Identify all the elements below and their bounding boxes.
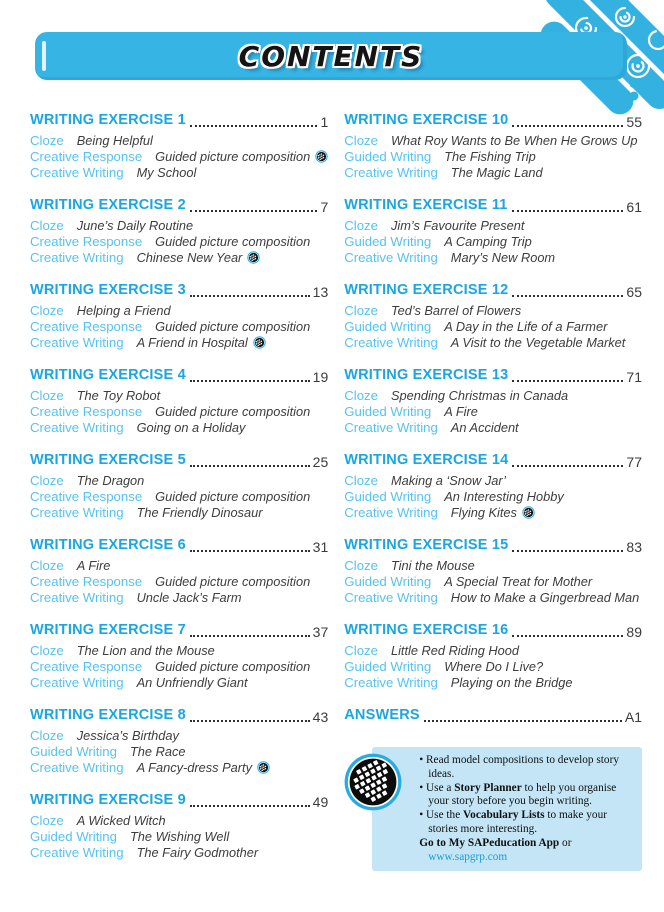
toc-section — [344, 367, 642, 435]
section-title: WRITING EXERCISE 16 — [344, 622, 509, 638]
row-title: A Camping Trip — [444, 233, 532, 249]
toc-row — [30, 334, 328, 350]
toc-section — [30, 537, 328, 605]
row-type-label: Cloze — [30, 217, 64, 233]
row-type-label: Cloze — [30, 557, 64, 573]
row-type-label: Cloze — [30, 387, 64, 403]
toc-section — [344, 282, 642, 350]
note-line — [419, 782, 634, 810]
row-title: The Race — [129, 743, 186, 759]
row-type-label: Cloze — [30, 642, 64, 658]
row-title: The Lion and the Mouse — [76, 642, 215, 658]
row-type-label: Creative Response — [30, 403, 143, 419]
toc-row — [30, 249, 328, 265]
section-heading-row — [344, 707, 642, 725]
sap-film-logo-icon — [344, 753, 402, 811]
row-title: A Wicked Witch — [76, 812, 166, 828]
note-text: to make your stories more interesting. — [428, 809, 607, 835]
row-title: A Visit to the Vegetable Market — [450, 334, 626, 350]
toc-row — [344, 164, 642, 180]
row-title: How to Make a Gingerbread Man — [450, 589, 640, 605]
dot-leader — [190, 550, 310, 552]
row-title: Guided picture composition — [155, 573, 311, 589]
toc-row — [30, 557, 328, 573]
row-type-label: Creative Writing — [30, 249, 124, 265]
section-rows — [344, 132, 642, 180]
row-type-label: Cloze — [344, 387, 378, 403]
row-type-label: Creative Writing — [30, 674, 124, 690]
toc-row — [344, 589, 642, 605]
note-text: or — [559, 836, 572, 849]
section-page-number: 83 — [626, 539, 642, 555]
section-rows — [30, 557, 328, 605]
row-type-label: Creative Writing — [344, 249, 438, 265]
toc-row — [344, 387, 642, 403]
row-type-label: Creative Response — [30, 318, 143, 334]
toc-section — [344, 707, 642, 725]
section-rows — [344, 387, 642, 435]
dot-leader — [190, 635, 310, 637]
section-heading-row — [344, 367, 642, 385]
row-type-label: Cloze — [344, 472, 378, 488]
section-rows — [30, 217, 328, 265]
row-title: Mary’s New Room — [450, 249, 556, 265]
video-icon — [522, 506, 535, 519]
dot-leader — [190, 805, 310, 807]
video-icon — [315, 150, 328, 163]
row-type-label: Cloze — [30, 727, 64, 743]
toc-row — [30, 674, 328, 690]
row-type-label: Guided Writing — [30, 828, 117, 844]
section-page-number: 65 — [626, 284, 642, 300]
section-title: WRITING EXERCISE 4 — [30, 367, 186, 383]
section-title: WRITING EXERCISE 7 — [30, 622, 186, 638]
row-type-label: Cloze — [344, 642, 378, 658]
dot-leader — [190, 210, 318, 212]
row-type-label: Creative Response — [30, 658, 143, 674]
row-type-label: Creative Writing — [30, 844, 124, 860]
toc-row — [344, 148, 642, 164]
row-type-label: Creative Writing — [344, 504, 438, 520]
row-type-label: Cloze — [344, 217, 378, 233]
toc-row — [30, 844, 328, 860]
section-page-number: 55 — [626, 114, 642, 130]
row-type-label: Creative Writing — [344, 419, 438, 435]
section-rows — [30, 727, 328, 775]
row-title: The Fairy Godmother — [136, 844, 259, 860]
row-title: Flying Kites — [450, 504, 517, 520]
row-title: A Fire — [76, 557, 111, 573]
row-type-label: Cloze — [30, 302, 64, 318]
toc-section — [344, 112, 642, 180]
contents-banner — [35, 32, 627, 80]
row-type-label: Cloze — [30, 812, 64, 828]
note-text: My SAPeducation App — [448, 836, 560, 849]
dot-leader — [512, 295, 623, 297]
section-title: WRITING EXERCISE 9 — [30, 792, 186, 808]
toc-row — [30, 488, 328, 504]
note-text: Use a — [426, 781, 455, 794]
row-title: My School — [136, 164, 197, 180]
section-heading-row — [30, 792, 328, 810]
row-title: Spending Christmas in Canada — [390, 387, 569, 403]
toc-section — [30, 197, 328, 265]
row-title: June’s Daily Routine — [76, 217, 194, 233]
row-title: Tini the Mouse — [390, 557, 475, 573]
section-heading-row — [30, 537, 328, 555]
row-title: An Interesting Hobby — [444, 488, 564, 504]
toc-row — [344, 403, 642, 419]
toc-section — [30, 112, 328, 180]
section-rows — [30, 472, 328, 520]
note-box — [372, 747, 642, 871]
toc-section — [30, 282, 328, 350]
row-title: An Unfriendly Giant — [136, 674, 248, 690]
section-rows — [30, 642, 328, 690]
section-title: WRITING EXERCISE 1 — [30, 112, 186, 128]
row-title: Helping a Friend — [76, 302, 171, 318]
toc-column-right — [344, 112, 642, 877]
section-heading-row — [30, 282, 328, 300]
row-type-label: Cloze — [344, 132, 378, 148]
row-title: Playing on the Bridge — [450, 674, 573, 690]
row-title: A Friend in Hospital — [136, 334, 248, 350]
section-heading-row — [30, 622, 328, 640]
toc-row — [344, 573, 642, 589]
toc-section — [30, 622, 328, 690]
dot-leader — [424, 720, 622, 722]
section-title: WRITING EXERCISE 11 — [344, 197, 508, 213]
row-title: Guided picture composition — [155, 488, 311, 504]
toc-row — [30, 573, 328, 589]
section-rows — [30, 132, 328, 180]
footer-note — [344, 747, 642, 871]
section-title: WRITING EXERCISE 14 — [344, 452, 509, 468]
section-title: WRITING EXERCISE 8 — [30, 707, 186, 723]
toc-row — [30, 727, 328, 743]
row-type-label: Guided Writing — [344, 318, 432, 334]
row-title: Guided picture composition — [155, 658, 311, 674]
row-type-label: Creative Writing — [30, 419, 124, 435]
dot-leader — [512, 380, 623, 382]
row-type-label: Creative Writing — [344, 589, 438, 605]
note-text: Go to — [419, 836, 449, 849]
row-type-label: Creative Response — [30, 573, 143, 589]
section-page-number: 61 — [626, 199, 642, 215]
row-type-label: Guided Writing — [344, 233, 432, 249]
toc-section — [344, 452, 642, 520]
row-title: Being Helpful — [76, 132, 153, 148]
dot-leader — [512, 125, 623, 127]
row-type-label: Cloze — [30, 472, 64, 488]
row-title: Making a ‘Snow Jar’ — [390, 472, 506, 488]
row-title: The Dragon — [76, 472, 145, 488]
toc-row — [30, 164, 328, 180]
toc-section — [344, 197, 642, 265]
row-type-label: Cloze — [30, 132, 64, 148]
section-rows — [30, 387, 328, 435]
toc-row — [344, 504, 642, 520]
row-title: What Roy Wants to Be When He Grows Up — [390, 132, 638, 148]
page-title: CONTENTS — [238, 39, 424, 73]
video-icon — [247, 251, 260, 264]
row-type-label: Guided Writing — [344, 573, 432, 589]
toc-row — [30, 387, 328, 403]
row-title: Ted’s Barrel of Flowers — [390, 302, 522, 318]
section-page-number: 19 — [312, 369, 329, 385]
row-type-label: Creative Writing — [30, 589, 124, 605]
row-type-label: Guided Writing — [344, 148, 432, 164]
video-icon — [257, 761, 270, 774]
dot-leader — [190, 465, 310, 467]
toc-row — [30, 132, 328, 148]
row-title: An Accident — [450, 419, 519, 435]
section-title: WRITING EXERCISE 6 — [30, 537, 186, 553]
section-rows — [30, 812, 328, 860]
row-type-label: Guided Writing — [344, 488, 432, 504]
row-title: Little Red Riding Hood — [390, 642, 519, 658]
dot-leader — [512, 635, 623, 637]
toc-section — [344, 622, 642, 690]
section-title: ANSWERS — [344, 707, 420, 723]
section-page-number: 71 — [626, 369, 642, 385]
toc-row — [30, 472, 328, 488]
section-page-number: 31 — [312, 539, 329, 555]
section-heading-row — [344, 197, 642, 215]
toc-row — [30, 403, 328, 419]
toc-column-left — [30, 112, 328, 877]
toc-row — [344, 642, 642, 658]
section-title: WRITING EXERCISE 12 — [344, 282, 509, 298]
row-type-label: Guided Writing — [30, 743, 117, 759]
section-page-number: 49 — [312, 794, 329, 810]
dot-leader — [190, 295, 310, 297]
toc-row — [344, 249, 642, 265]
toc-row — [344, 217, 642, 233]
row-title: Guided picture composition — [155, 148, 311, 164]
toc-row — [344, 419, 642, 435]
section-rows — [344, 642, 642, 690]
row-type-label: Creative Writing — [344, 674, 438, 690]
section-page-number: 77 — [626, 454, 642, 470]
toc-section — [30, 707, 328, 775]
section-page-number: A1 — [624, 709, 642, 725]
website-link[interactable]: www.sapgrp.com — [428, 850, 508, 863]
section-title: WRITING EXERCISE 13 — [344, 367, 509, 383]
row-title: The Fishing Trip — [444, 148, 536, 164]
toc-row — [344, 318, 642, 334]
toc-row — [344, 302, 642, 318]
section-rows — [344, 557, 642, 605]
dot-leader — [512, 550, 623, 552]
toc-row — [30, 642, 328, 658]
row-title: Guided picture composition — [155, 318, 311, 334]
toc-section — [30, 452, 328, 520]
toc-row — [30, 217, 328, 233]
row-type-label: Creative Writing — [30, 334, 124, 350]
note-line — [419, 754, 634, 782]
note-line — [419, 837, 634, 865]
toc-row — [344, 233, 642, 249]
row-title: A Day in the Life of a Farmer — [444, 318, 608, 334]
row-title: Going on a Holiday — [136, 419, 246, 435]
toc-row — [30, 318, 328, 334]
dot-leader — [190, 380, 310, 382]
toc-row — [344, 488, 642, 504]
row-title: Guided picture composition — [155, 403, 311, 419]
note-text: to help you organise your story before you begin writing. — [428, 781, 617, 808]
row-type-label: Creative Response — [30, 233, 143, 249]
toc-row — [344, 334, 642, 350]
row-title: Jim’s Favourite Present — [390, 217, 525, 233]
row-type-label: Guided Writing — [344, 403, 432, 419]
row-type-label: Creative Writing — [344, 334, 438, 350]
toc-row — [344, 658, 642, 674]
section-heading-row — [344, 282, 642, 300]
toc-section — [30, 367, 328, 435]
section-page-number: 37 — [312, 624, 329, 640]
section-heading-row — [344, 537, 642, 555]
row-type-label: Creative Writing — [30, 759, 124, 775]
row-type-label: Cloze — [344, 302, 378, 318]
section-heading-row — [344, 112, 642, 130]
row-title: The Friendly Dinosaur — [136, 504, 263, 520]
toc-row — [30, 759, 328, 775]
section-title: WRITING EXERCISE 3 — [30, 282, 186, 298]
dot-leader — [190, 720, 310, 722]
toc-row — [30, 589, 328, 605]
section-heading-row — [30, 112, 328, 130]
toc-row — [344, 132, 642, 148]
section-title: WRITING EXERCISE 10 — [344, 112, 509, 128]
note-line — [419, 809, 634, 837]
section-heading-row — [344, 452, 642, 470]
section-rows — [344, 302, 642, 350]
section-page-number: 89 — [626, 624, 642, 640]
toc-row — [344, 472, 642, 488]
section-heading-row — [30, 707, 328, 725]
row-type-label: Creative Response — [30, 488, 143, 504]
toc-row — [344, 557, 642, 573]
row-type-label: Creative Writing — [344, 164, 438, 180]
toc-columns — [30, 112, 642, 877]
note-text: Use the — [426, 809, 464, 822]
row-title: Where Do I Live? — [444, 658, 544, 674]
section-heading-row — [30, 452, 328, 470]
toc-row — [30, 658, 328, 674]
toc-section — [30, 792, 328, 860]
row-title: A Fire — [444, 403, 478, 419]
row-title: Uncle Jack’s Farm — [136, 589, 242, 605]
dot-leader — [512, 465, 623, 467]
row-title: Chinese New Year — [136, 249, 243, 265]
row-title: Jessica’s Birthday — [76, 727, 179, 743]
row-type-label: Guided Writing — [344, 658, 432, 674]
toc-row — [30, 302, 328, 318]
section-rows — [344, 472, 642, 520]
section-heading-row — [30, 197, 328, 215]
row-type-label: Cloze — [344, 557, 378, 573]
toc-row — [30, 743, 328, 759]
toc-section — [344, 537, 642, 605]
toc-row — [30, 419, 328, 435]
section-title: WRITING EXERCISE 2 — [30, 197, 186, 213]
row-type-label: Creative Response — [30, 148, 143, 164]
row-title: A Special Treat for Mother — [444, 573, 593, 589]
section-heading-row — [344, 622, 642, 640]
row-title: A Fancy-dress Party — [136, 759, 253, 775]
row-title: The Magic Land — [450, 164, 543, 180]
section-heading-row — [30, 367, 328, 385]
note-text: Story Planner — [454, 781, 522, 794]
section-title: WRITING EXERCISE 15 — [344, 537, 509, 553]
dot-leader — [190, 125, 318, 127]
section-page-number: 7 — [320, 199, 329, 215]
toc-row — [30, 828, 328, 844]
row-title: The Wishing Well — [129, 828, 230, 844]
row-type-label: Creative Writing — [30, 504, 124, 520]
row-title: The Toy Robot — [76, 387, 161, 403]
section-page-number: 1 — [320, 114, 329, 130]
section-page-number: 13 — [312, 284, 329, 300]
note-text: Vocabulary Lists — [463, 809, 545, 822]
dot-leader — [512, 210, 624, 212]
section-rows — [30, 302, 328, 350]
video-icon — [253, 336, 266, 349]
toc-row — [344, 674, 642, 690]
note-text: Read model compositions to develop story ideas. — [426, 754, 619, 780]
row-title: Guided picture composition — [155, 233, 311, 249]
section-page-number: 43 — [312, 709, 329, 725]
toc-row — [30, 148, 328, 164]
section-rows — [344, 217, 642, 265]
toc-row — [30, 233, 328, 249]
toc-row — [30, 504, 328, 520]
row-type-label: Creative Writing — [30, 164, 124, 180]
section-title: WRITING EXERCISE 5 — [30, 452, 186, 468]
section-page-number: 25 — [312, 454, 329, 470]
toc-row — [30, 812, 328, 828]
